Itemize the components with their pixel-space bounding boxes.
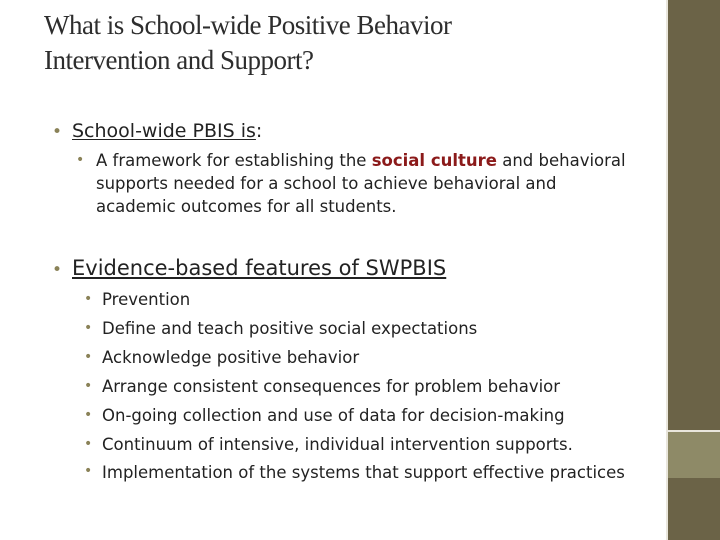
list-item xyxy=(84,285,664,314)
section-1-heading xyxy=(52,119,652,144)
section-1-subbullet-text xyxy=(76,149,636,218)
list-item-text: Acknowledge positive behavior xyxy=(102,348,360,367)
section-2-heading xyxy=(52,256,652,282)
list-item xyxy=(84,459,664,485)
bullet-icon: • xyxy=(84,407,93,423)
list-item-text: Define and teach positive social expectations xyxy=(102,319,478,338)
bullet-icon: • xyxy=(52,260,63,280)
bullet-icon: • xyxy=(84,463,93,479)
slide-title xyxy=(44,8,644,78)
list-item xyxy=(84,343,664,372)
bullet-icon: • xyxy=(84,349,93,365)
list-item-text: Arrange consistent consequences for problem behavior xyxy=(102,377,561,396)
decorative-sidebar-block xyxy=(668,432,720,478)
list-item xyxy=(84,401,664,430)
sub-text-before: A framework for establishing the xyxy=(96,151,372,170)
section-1-subbullet xyxy=(76,149,636,218)
list-item-text: Implementation of the systems that support effective practices xyxy=(102,463,625,482)
list-item xyxy=(84,314,664,343)
bullet-icon: • xyxy=(84,291,93,307)
bullet-icon: • xyxy=(84,436,93,452)
bullet-icon: • xyxy=(84,320,93,336)
list-item xyxy=(84,372,664,401)
slide-title-line-2: Intervention and Support? xyxy=(44,45,314,75)
bullet-icon: • xyxy=(76,152,85,168)
bullet-icon: • xyxy=(84,378,93,394)
section-1-heading-label: School-wide PBIS is xyxy=(72,120,256,142)
list-item-text: On-going collection and use of data for decision-making xyxy=(102,406,565,425)
section-2-heading-label: Evidence-based features of SWPBIS xyxy=(72,256,447,280)
sub-text-after: and behavioral supports needed for a school to achieve behavioral and academic outcomes for all students. xyxy=(96,151,626,216)
features-list xyxy=(84,285,664,485)
bullet-icon: • xyxy=(52,122,63,142)
list-item-text: Continuum of intensive, individual intervention supports. xyxy=(102,435,573,454)
list-item xyxy=(84,430,664,459)
section-1-heading-suffix: : xyxy=(255,120,263,142)
slide-title-line-1: What is School-wide Positive Behavior xyxy=(44,10,452,40)
emphasis-text: social culture xyxy=(371,151,497,170)
list-item-text: Prevention xyxy=(102,290,191,309)
